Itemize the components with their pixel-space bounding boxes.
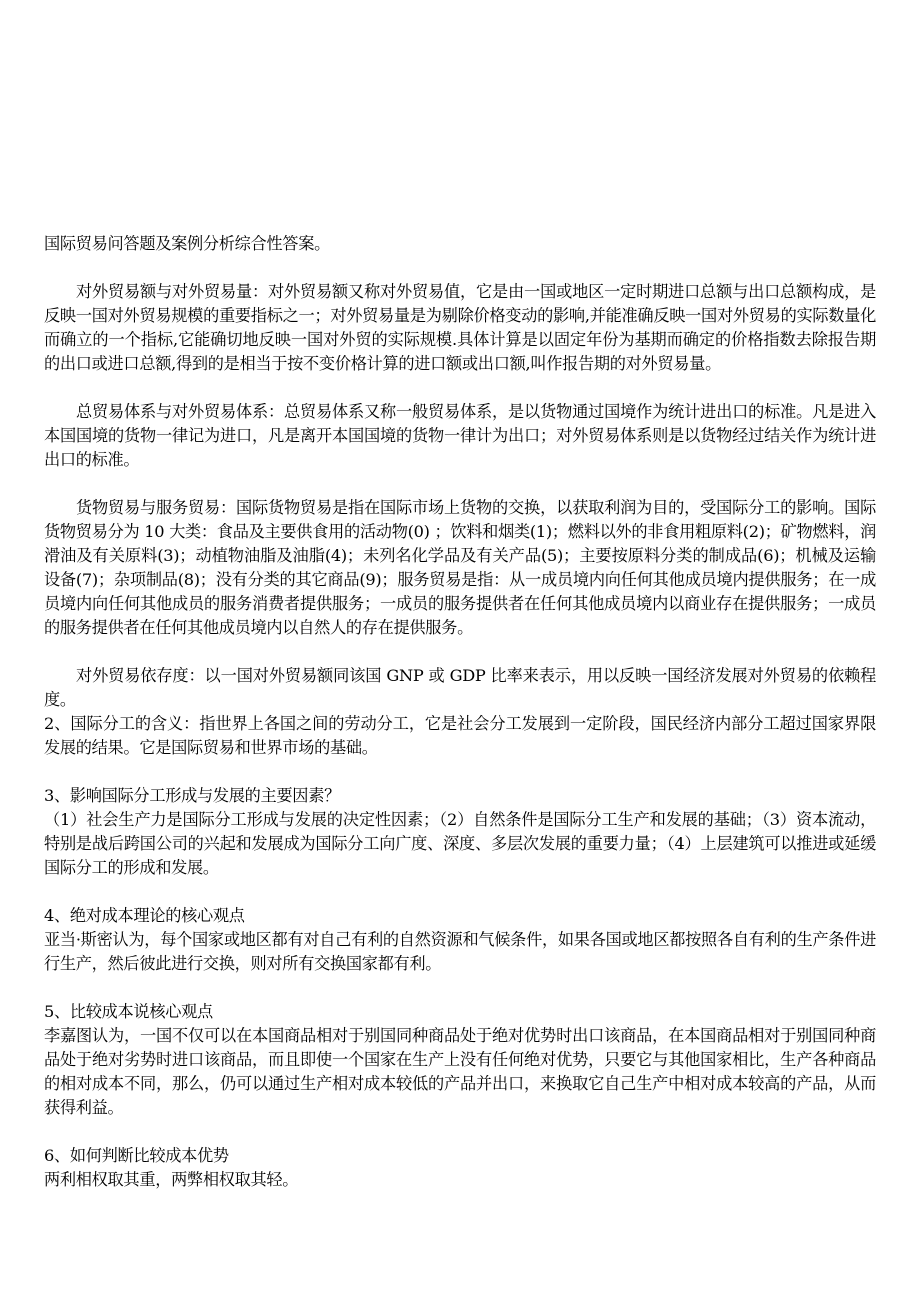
spacer [44, 640, 876, 664]
question-5-title: 5、比较成本说核心观点 [44, 1002, 213, 1021]
spacer [44, 880, 876, 904]
spacer [44, 256, 876, 280]
question-4-answer: 亚当·斯密认为，每个国家或地区都有对自己有利的自然资源和气候条件，如果各国或地区都按照各自有利的生产条件进行生产，然后彼此进行交换，则对所有交换国家都有利。 [44, 930, 876, 973]
question-3-title: 3、影响国际分工形成与发展的主要因素？ [44, 786, 340, 805]
paragraph-trade-dependence: 对外贸易依存度：以一国对外贸易额同该国 GNP 或 GDP 比率来表示，用以反映一国经济发展对外贸易的依赖程度。 [44, 666, 876, 709]
spacer [44, 472, 876, 496]
document-title: 国际贸易问答题及案例分析综合性答案。 [44, 234, 330, 253]
paragraph-goods-services-trade: 货物贸易与服务贸易：国际货物贸易是指在国际市场上货物的交换，以获取利润为目的，受国际分工的影响。国际货物贸易分为 10 大类：食品及主要供食用的活动物(0) ；饮料和烟类(1)；燃料以外的非食用粗原料(2)；矿物燃料，润滑油及有关原料(3)；动植物油脂及油脂(4)；未列名化学品及有关产品(5)；主要按原料分类的制成品(6)；机械及运输设备(7)；杂项制品(8)；没有分类的其它商品(9)；服务贸易是指：从一成员境内向任何其他成员境内提供服务；在一成员境内向任何其他成员的服务消费者提供服务；一成员的服务提供者在任何其他成员境内以商业存在提供服务；一成员的服务提供者在任何其他成员境内以自然人的存在提供服务。 [44, 498, 876, 637]
spacer [44, 376, 876, 400]
paragraph-trade-systems: 总贸易体系与对外贸易体系：总贸易体系又称一般贸易体系，是以货物通过国境作为统计进出口的标准。凡是进入本国国境的货物一律记为进口，凡是离开本国国境的货物一律计为出口；对外贸易体系则是以货物经过结关作为统计进出口的标准。 [44, 402, 876, 469]
spacer [44, 976, 876, 1000]
question-6-answer: 两利相权取其重，两弊相权取其轻。 [44, 1170, 299, 1189]
spacer [44, 1120, 876, 1144]
question-2-answer: 2、国际分工的含义：指世界上各国之间的劳动分工，它是社会分工发展到一定阶段，国民经济内部分工超过国家界限发展的结果。它是国际贸易和世界市场的基础。 [44, 714, 876, 757]
paragraph-trade-value-volume: 对外贸易额与对外贸易量：对外贸易额又称对外贸易值，它是由一国或地区一定时期进口总额与出口总额构成，是反映一国对外贸易规模的重要指标之一；对外贸易量是为剔除价格变动的影响,并能准确反映一国对外贸易的实际数量化而确立的一个指标,它能确切地反映一国对外贸的实际规模.具体计算是以固定年份为基期而确定的价格指数去除报告期的出口或进口总额,得到的是相当于按不变价格计算的进口额或出口额,叫作报告期的对外贸易量。 [44, 282, 876, 373]
document-body [44, 232, 876, 1192]
question-4-title: 4、绝对成本理论的核心观点 [44, 906, 245, 925]
spacer [44, 760, 876, 784]
question-3-answer: （1）社会生产力是国际分工形成与发展的决定性因素；（2）自然条件是国际分工生产和发展的基础；（3）资本流动，特别是战后跨国公司的兴起和发展成为国际分工向广度、深度、多层次发展的重要力量；（4）上层建筑可以推进或延缓国际分工的形成和发展。 [44, 810, 876, 877]
question-6-title: 6、如何判断比较成本优势 [44, 1146, 229, 1165]
question-5-answer: 李嘉图认为，一国不仅可以在本国商品相对于别国同种商品处于绝对优势时出口该商品，在本国商品相对于别国同种商品处于绝对劣势时进口该商品，而且即使一个国家在生产上没有任何绝对优势，只要它与其他国家相比，生产各种商品的相对成本不同，那么，仍可以通过生产相对成本较低的产品并出口，来换取它自己生产中相对成本较高的产品，从而获得利益。 [44, 1026, 876, 1117]
